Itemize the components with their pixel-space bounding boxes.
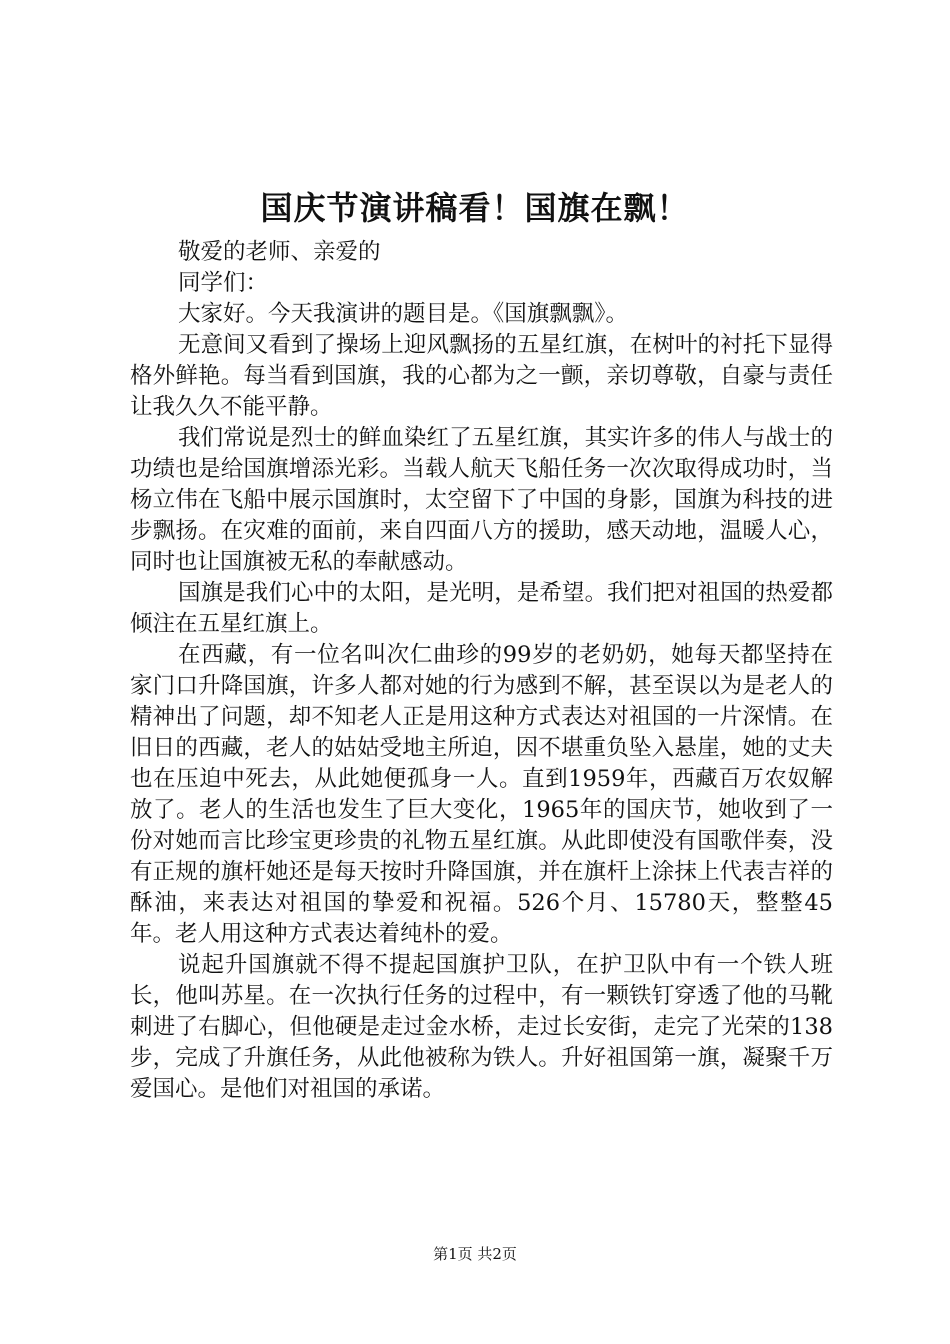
paragraph-3: 国旗是我们心中的太阳，是光明，是希望。我们把对祖国的热爱都倾注在五星红旗上。 [130, 580, 833, 637]
paragraph-4: 在西藏，有一位名叫次仁曲珍的99岁的老奶奶，她每天都坚持在家门口升降国旗，许多人都对她的行为感到不解，甚至误以为是老人的精神出了问题，却不知老人正是用这种方式表达对祖国的一片深情。在旧日的西藏，老人的姑姑受地主所迫，因不堪重负坠入悬崖，她的丈夫也在压迫中死去，从此她便孤身一人。直到1959年，西藏百万农奴解放了。老人的生活也发生了巨大变化，1965年的国庆节，她收到了一份对她而言比珍宝更珍贵的礼物五星红旗。从此即使没有国歌伴奏，没有正规的旗杆她还是每天按时升降国旗，并在旗杆上涂抹上代表吉祥的酥油，来表达对祖国的挚爱和祝福。526个月、15780天，整整45年。老人用这种方式表达着纯朴的爱。 [130, 642, 833, 947]
paragraph-intro: 大家好。今天我演讲的题目是。《国旗飘飘》。 [178, 301, 629, 327]
document-title: 国庆节演讲稿看！国旗在飘！ [260, 189, 690, 227]
page-number-footer: 第1页 共2页 [433, 1245, 517, 1263]
paragraph-greeting-2: 同学们： [178, 270, 269, 296]
paragraph-5: 说起升国旗就不得不提起国旗护卫队，在护卫队中有一个铁人班长，他叫苏星。在一次执行任务的过程中，有一颗铁钉穿透了他的马靴刺进了右脚心，但他硬是走过金水桥，走过长安街，走完了光荣的138步，完成了升旗任务，从此他被称为铁人。升好祖国第一旗，凝聚千万爱国心。是他们对祖国的承诺。 [130, 952, 833, 1102]
paragraph-greeting-1: 敬爱的老师、亲爱的 [178, 239, 381, 265]
paragraph-1: 无意间又看到了操场上迎风飘扬的五星红旗，在树叶的衬托下显得格外鲜艳。每当看到国旗，我的心都为之一颤，亲切尊敬，自豪与责任让我久久不能平静。 [130, 332, 833, 420]
document-body [130, 237, 833, 1105]
paragraph-2: 我们常说是烈士的鲜血染红了五星红旗，其实许多的伟人与战士的功绩也是给国旗增添光彩。当载人航天飞船任务一次次取得成功时，当杨立伟在飞船中展示国旗时，太空留下了中国的身影，国旗为科技的进步飘扬。在灾难的面前，来自四面八方的援助，感天动地，温暖人心，同时也让国旗被无私的奉献感动。 [130, 425, 833, 575]
